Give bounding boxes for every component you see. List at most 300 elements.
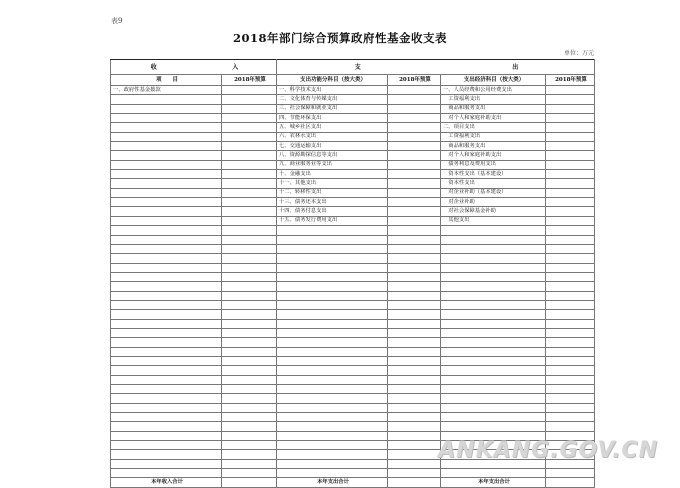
table-row bbox=[111, 300, 595, 309]
economic-category-cell: 二、项目支出 bbox=[441, 123, 546, 132]
col-header-economic-category: 支出经济科目（按大类） bbox=[441, 75, 546, 86]
income-item-cell bbox=[111, 413, 222, 422]
income-budget-cell bbox=[222, 328, 277, 337]
function-category-cell bbox=[277, 254, 388, 263]
function-budget-cell bbox=[388, 328, 441, 337]
table-row bbox=[111, 207, 595, 216]
economic-category-cell bbox=[441, 272, 546, 281]
function-category-cell: 一、科学技术支出 bbox=[277, 86, 388, 95]
table-row bbox=[111, 347, 595, 356]
table-row bbox=[111, 216, 595, 225]
function-category-cell bbox=[277, 422, 388, 431]
economic-budget-cell bbox=[546, 188, 595, 197]
function-category-cell bbox=[277, 272, 388, 281]
function-category-cell: 五、城乡社区支出 bbox=[277, 123, 388, 132]
income-budget-cell bbox=[222, 319, 277, 328]
function-category-cell: 二、文化体育与传媒支出 bbox=[277, 95, 388, 104]
function-category-cell bbox=[277, 244, 388, 253]
income-budget-cell bbox=[222, 403, 277, 412]
income-item-cell bbox=[111, 310, 222, 319]
income-item-cell bbox=[111, 469, 222, 478]
economic-category-cell bbox=[441, 347, 546, 356]
function-budget-cell bbox=[388, 188, 441, 197]
function-budget-cell bbox=[388, 104, 441, 113]
table-row bbox=[111, 366, 595, 375]
income-budget-cell bbox=[222, 413, 277, 422]
economic-category-cell bbox=[441, 394, 546, 403]
economic-category-cell: 工资福利支出 bbox=[441, 95, 546, 104]
function-budget-cell bbox=[388, 310, 441, 319]
table-row bbox=[111, 132, 595, 141]
economic-category-cell bbox=[441, 235, 546, 244]
unit-label: 单位：万元 bbox=[563, 50, 594, 57]
income-item-cell bbox=[111, 235, 222, 244]
expense-total-value bbox=[388, 478, 441, 488]
function-category-cell bbox=[277, 235, 388, 244]
function-category-cell bbox=[277, 469, 388, 478]
function-budget-cell bbox=[388, 431, 441, 440]
economic-category-cell bbox=[441, 319, 546, 328]
income-item-cell bbox=[111, 198, 222, 207]
economic-budget-cell bbox=[546, 356, 595, 365]
economic-category-cell: 债务利息及费用支出 bbox=[441, 160, 546, 169]
economic-category-cell: 资本性支出 bbox=[441, 179, 546, 188]
economic-budget-cell bbox=[546, 413, 595, 422]
economic-category-cell bbox=[441, 385, 546, 394]
table-row bbox=[111, 198, 595, 207]
site-watermark: ANKANG.GOV.CN bbox=[438, 438, 658, 463]
economic-budget-cell bbox=[546, 132, 595, 141]
economic-category-cell: 对企业补助（基本建设） bbox=[441, 188, 546, 197]
col-header-income-budget: 2018年预算 bbox=[222, 75, 277, 86]
economic-budget-cell bbox=[546, 170, 595, 179]
function-budget-cell bbox=[388, 375, 441, 384]
economic-category-cell: 对企业补助 bbox=[441, 198, 546, 207]
income-item-cell bbox=[111, 263, 222, 272]
table-row bbox=[111, 254, 595, 263]
page-title: 2018年部门综合预算政府性基金收支表 bbox=[232, 31, 447, 45]
function-budget-cell bbox=[388, 394, 441, 403]
income-item-cell bbox=[111, 403, 222, 412]
income-budget-cell bbox=[222, 375, 277, 384]
income-item-cell bbox=[111, 319, 222, 328]
economic-category-cell: 对个人和家庭补助支出 bbox=[441, 151, 546, 160]
function-category-cell bbox=[277, 375, 388, 384]
function-budget-cell bbox=[388, 347, 441, 356]
economic-budget-cell bbox=[546, 375, 595, 384]
income-budget-cell bbox=[222, 142, 277, 151]
function-budget-cell bbox=[388, 95, 441, 104]
economic-budget-cell bbox=[546, 198, 595, 207]
income-item-cell: 一、政府性基金拨款 bbox=[111, 86, 222, 95]
function-budget-cell bbox=[388, 123, 441, 132]
table-row bbox=[111, 86, 595, 95]
function-category-cell: 四、节能环保支出 bbox=[277, 114, 388, 123]
income-item-cell bbox=[111, 179, 222, 188]
function-category-cell: 十四、债务付息支出 bbox=[277, 207, 388, 216]
economic-category-cell: 其他支出 bbox=[441, 216, 546, 225]
economic-category-cell bbox=[441, 403, 546, 412]
function-budget-cell bbox=[388, 160, 441, 169]
income-budget-cell bbox=[222, 338, 277, 347]
function-budget-cell bbox=[388, 263, 441, 272]
income-budget-cell bbox=[222, 310, 277, 319]
income-item-cell bbox=[111, 254, 222, 263]
income-item-cell bbox=[111, 300, 222, 309]
income-budget-cell bbox=[222, 235, 277, 244]
economic-budget-cell bbox=[546, 95, 595, 104]
income-item-cell bbox=[111, 104, 222, 113]
function-category-cell bbox=[277, 459, 388, 468]
function-budget-cell bbox=[388, 469, 441, 478]
income-item-cell bbox=[111, 431, 222, 440]
income-item-cell bbox=[111, 272, 222, 281]
income-budget-cell bbox=[222, 198, 277, 207]
income-budget-cell bbox=[222, 441, 277, 450]
function-category-cell bbox=[277, 413, 388, 422]
function-category-cell bbox=[277, 385, 388, 394]
function-category-cell: 三、社会保障和就业支出 bbox=[277, 104, 388, 113]
income-item-cell bbox=[111, 216, 222, 225]
table-row bbox=[111, 310, 595, 319]
table-row bbox=[111, 338, 595, 347]
table-row bbox=[111, 114, 595, 123]
income-budget-cell bbox=[222, 291, 277, 300]
table-row bbox=[111, 95, 595, 104]
table-row bbox=[111, 328, 595, 337]
function-category-cell bbox=[277, 310, 388, 319]
income-budget-cell bbox=[222, 244, 277, 253]
income-budget-cell bbox=[222, 300, 277, 309]
income-item-cell bbox=[111, 366, 222, 375]
economic-budget-cell bbox=[546, 179, 595, 188]
economic-budget-cell bbox=[546, 282, 595, 291]
income-item-cell bbox=[111, 95, 222, 104]
income-budget-cell bbox=[222, 347, 277, 356]
income-budget-cell bbox=[222, 422, 277, 431]
economic-budget-cell bbox=[546, 319, 595, 328]
table-row bbox=[111, 394, 595, 403]
income-budget-cell bbox=[222, 188, 277, 197]
function-category-cell bbox=[277, 291, 388, 300]
income-item-cell bbox=[111, 244, 222, 253]
income-item-cell bbox=[111, 142, 222, 151]
economic-budget-cell bbox=[546, 385, 595, 394]
income-item-cell bbox=[111, 356, 222, 365]
economic-budget-cell bbox=[546, 216, 595, 225]
function-budget-cell bbox=[388, 338, 441, 347]
income-budget-cell bbox=[222, 207, 277, 216]
table-row bbox=[111, 413, 595, 422]
section-header-row bbox=[111, 60, 595, 75]
income-budget-cell bbox=[222, 385, 277, 394]
function-category-cell bbox=[277, 366, 388, 375]
expense-total-label-2: 本年支出合计 bbox=[441, 478, 546, 488]
income-item-cell bbox=[111, 441, 222, 450]
income-item-cell bbox=[111, 123, 222, 132]
table-row bbox=[111, 375, 595, 384]
economic-category-cell bbox=[441, 226, 546, 235]
function-budget-cell bbox=[388, 413, 441, 422]
function-budget-cell bbox=[388, 142, 441, 151]
table-row bbox=[111, 291, 595, 300]
table-row bbox=[111, 226, 595, 235]
economic-budget-cell bbox=[546, 86, 595, 95]
col-header-economic-budget: 2018年预算 bbox=[546, 75, 595, 86]
income-item-cell bbox=[111, 282, 222, 291]
income-item-cell bbox=[111, 291, 222, 300]
table-row bbox=[111, 160, 595, 169]
expense-total-value-2 bbox=[546, 478, 595, 488]
function-budget-cell bbox=[388, 132, 441, 141]
income-total-label: 本年收入合计 bbox=[111, 478, 222, 488]
income-label-b: 入 bbox=[232, 63, 239, 71]
function-budget-cell bbox=[388, 226, 441, 235]
income-item-cell bbox=[111, 338, 222, 347]
table-row bbox=[111, 244, 595, 253]
economic-category-cell bbox=[441, 338, 546, 347]
income-budget-cell bbox=[222, 459, 277, 468]
income-budget-cell bbox=[222, 366, 277, 375]
economic-budget-cell bbox=[546, 244, 595, 253]
function-category-cell: 十、金融支出 bbox=[277, 170, 388, 179]
income-item-cell bbox=[111, 375, 222, 384]
economic-budget-cell bbox=[546, 300, 595, 309]
income-section-header bbox=[111, 60, 277, 75]
economic-category-cell bbox=[441, 300, 546, 309]
economic-budget-cell bbox=[546, 394, 595, 403]
economic-category-cell: 对社会保障基金补助 bbox=[441, 207, 546, 216]
income-budget-cell bbox=[222, 160, 277, 169]
table-row bbox=[111, 356, 595, 365]
income-budget-cell bbox=[222, 216, 277, 225]
economic-budget-cell bbox=[546, 328, 595, 337]
table-row bbox=[111, 151, 595, 160]
economic-budget-cell bbox=[546, 469, 595, 478]
income-item-cell bbox=[111, 132, 222, 141]
economic-category-cell bbox=[441, 356, 546, 365]
function-budget-cell bbox=[388, 441, 441, 450]
income-item-cell bbox=[111, 188, 222, 197]
table-row bbox=[111, 272, 595, 281]
table-row bbox=[111, 179, 595, 188]
economic-category-cell bbox=[441, 263, 546, 272]
income-item-cell bbox=[111, 226, 222, 235]
function-budget-cell bbox=[388, 198, 441, 207]
table-row bbox=[111, 188, 595, 197]
function-category-cell bbox=[277, 403, 388, 412]
expense-label-b: 出 bbox=[512, 63, 519, 71]
table-row bbox=[111, 123, 595, 132]
economic-budget-cell bbox=[546, 403, 595, 412]
economic-budget-cell bbox=[546, 291, 595, 300]
income-item-cell bbox=[111, 160, 222, 169]
table-row bbox=[111, 403, 595, 412]
table-row bbox=[111, 469, 595, 478]
function-budget-cell bbox=[388, 207, 441, 216]
income-item-cell bbox=[111, 170, 222, 179]
table-number-label: 表9 bbox=[111, 17, 123, 25]
economic-category-cell bbox=[441, 291, 546, 300]
economic-category-cell bbox=[441, 469, 546, 478]
income-budget-cell bbox=[222, 179, 277, 188]
function-budget-cell bbox=[388, 319, 441, 328]
economic-budget-cell bbox=[546, 254, 595, 263]
col-header-function-category: 支出功能分科目（按大类） bbox=[277, 75, 388, 86]
table-row bbox=[111, 104, 595, 113]
economic-budget-cell bbox=[546, 272, 595, 281]
economic-budget-cell bbox=[546, 338, 595, 347]
economic-category-cell bbox=[441, 366, 546, 375]
economic-category-cell: 工资福利支出 bbox=[441, 132, 546, 141]
table-row bbox=[111, 263, 595, 272]
economic-budget-cell bbox=[546, 151, 595, 160]
table-row bbox=[111, 142, 595, 151]
table-row bbox=[111, 282, 595, 291]
function-category-cell bbox=[277, 319, 388, 328]
economic-category-cell bbox=[441, 282, 546, 291]
economic-budget-cell bbox=[546, 123, 595, 132]
economic-category-cell: 商品和服务支出 bbox=[441, 104, 546, 113]
economic-budget-cell bbox=[546, 366, 595, 375]
table-row bbox=[111, 235, 595, 244]
income-budget-cell bbox=[222, 170, 277, 179]
economic-budget-cell bbox=[546, 422, 595, 431]
income-item-cell bbox=[111, 450, 222, 459]
function-category-cell bbox=[277, 347, 388, 356]
economic-category-cell: 商品和服务支出 bbox=[441, 142, 546, 151]
economic-category-cell bbox=[441, 310, 546, 319]
function-category-cell: 七、交通运输支出 bbox=[277, 142, 388, 151]
function-category-cell: 八、资源勘探信息等支出 bbox=[277, 151, 388, 160]
function-budget-cell bbox=[388, 216, 441, 225]
col-header-function-budget: 2018年预算 bbox=[388, 75, 441, 86]
income-budget-cell bbox=[222, 282, 277, 291]
function-category-cell: 十二、转移性支出 bbox=[277, 188, 388, 197]
function-budget-cell bbox=[388, 385, 441, 394]
function-budget-cell bbox=[388, 300, 441, 309]
income-budget-cell bbox=[222, 356, 277, 365]
income-budget-cell bbox=[222, 431, 277, 440]
expense-label-a: 支 bbox=[354, 63, 361, 71]
function-category-cell bbox=[277, 226, 388, 235]
economic-category-cell bbox=[441, 328, 546, 337]
income-item-cell bbox=[111, 422, 222, 431]
economic-budget-cell bbox=[546, 263, 595, 272]
economic-category-cell bbox=[441, 244, 546, 253]
function-budget-cell bbox=[388, 86, 441, 95]
expense-total-label: 本年支出合计 bbox=[277, 478, 388, 488]
income-budget-cell bbox=[222, 263, 277, 272]
income-budget-cell bbox=[222, 132, 277, 141]
function-category-cell bbox=[277, 328, 388, 337]
economic-budget-cell bbox=[546, 142, 595, 151]
economic-category-cell bbox=[441, 413, 546, 422]
function-budget-cell bbox=[388, 450, 441, 459]
function-category-cell: 十五、债务发行费用支出 bbox=[277, 216, 388, 225]
function-budget-cell bbox=[388, 422, 441, 431]
function-budget-cell bbox=[388, 151, 441, 160]
function-budget-cell bbox=[388, 356, 441, 365]
function-budget-cell bbox=[388, 459, 441, 468]
table-row bbox=[111, 170, 595, 179]
economic-budget-cell bbox=[546, 104, 595, 113]
income-budget-cell bbox=[222, 272, 277, 281]
income-budget-cell bbox=[222, 114, 277, 123]
function-category-cell bbox=[277, 441, 388, 450]
function-budget-cell bbox=[388, 170, 441, 179]
income-item-cell bbox=[111, 114, 222, 123]
income-item-cell bbox=[111, 385, 222, 394]
function-budget-cell bbox=[388, 366, 441, 375]
function-budget-cell bbox=[388, 403, 441, 412]
economic-category-cell: 对个人和家庭补助支出 bbox=[441, 114, 546, 123]
function-category-cell: 十三、债务还本支出 bbox=[277, 198, 388, 207]
income-budget-cell bbox=[222, 394, 277, 403]
economic-budget-cell bbox=[546, 310, 595, 319]
income-budget-cell bbox=[222, 254, 277, 263]
function-budget-cell bbox=[388, 179, 441, 188]
income-item-cell bbox=[111, 151, 222, 160]
economic-category-cell bbox=[441, 422, 546, 431]
economic-category-cell bbox=[441, 254, 546, 263]
economic-budget-cell bbox=[546, 160, 595, 169]
income-budget-cell bbox=[222, 86, 277, 95]
economic-category-cell bbox=[441, 375, 546, 384]
function-category-cell: 十一、其他支出 bbox=[277, 179, 388, 188]
income-total-value bbox=[222, 478, 277, 488]
table-row bbox=[111, 422, 595, 431]
function-budget-cell bbox=[388, 291, 441, 300]
function-category-cell bbox=[277, 356, 388, 365]
economic-budget-cell bbox=[546, 347, 595, 356]
function-budget-cell bbox=[388, 282, 441, 291]
income-item-cell bbox=[111, 328, 222, 337]
expense-section-header bbox=[277, 60, 595, 75]
income-budget-cell bbox=[222, 226, 277, 235]
function-category-cell bbox=[277, 431, 388, 440]
income-label-a: 收 bbox=[150, 63, 157, 71]
function-category-cell bbox=[277, 394, 388, 403]
table-row bbox=[111, 319, 595, 328]
income-budget-cell bbox=[222, 450, 277, 459]
economic-budget-cell bbox=[546, 235, 595, 244]
table-row bbox=[111, 385, 595, 394]
function-budget-cell bbox=[388, 244, 441, 253]
function-category-cell bbox=[277, 300, 388, 309]
col-header-item: 项 目 bbox=[111, 75, 222, 86]
income-item-cell bbox=[111, 207, 222, 216]
economic-category-cell: 一、人员经费和公用经费支出 bbox=[441, 86, 546, 95]
function-budget-cell bbox=[388, 254, 441, 263]
function-category-cell bbox=[277, 338, 388, 347]
function-budget-cell bbox=[388, 114, 441, 123]
function-category-cell bbox=[277, 263, 388, 272]
income-item-cell bbox=[111, 394, 222, 403]
economic-budget-cell bbox=[546, 207, 595, 216]
economic-category-cell: 资本性支出（基本建设） bbox=[441, 170, 546, 179]
income-budget-cell bbox=[222, 104, 277, 113]
economic-budget-cell bbox=[546, 114, 595, 123]
income-item-cell bbox=[111, 459, 222, 468]
income-item-cell bbox=[111, 347, 222, 356]
function-budget-cell bbox=[388, 272, 441, 281]
budget-table bbox=[110, 59, 595, 488]
function-category-cell bbox=[277, 282, 388, 291]
function-category-cell: 六、农林水支出 bbox=[277, 132, 388, 141]
economic-budget-cell bbox=[546, 226, 595, 235]
income-budget-cell bbox=[222, 469, 277, 478]
